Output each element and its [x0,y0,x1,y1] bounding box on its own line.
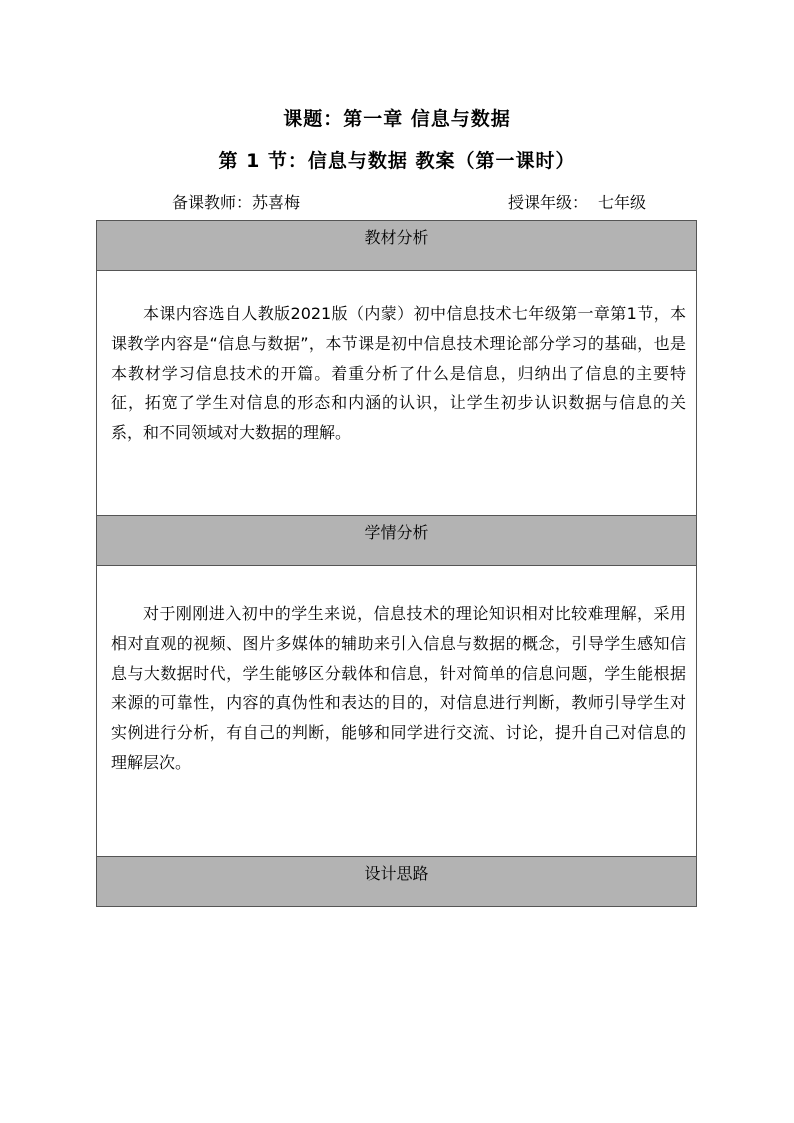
student-analysis-text: 对于刚刚进入初中的学生来说，信息技术的理论知识相对比较难理解，采用相对直观的视频、图片多媒体的辅助来引入信息与数据的概念，引导学生感知信息与大数据时代，学生能够区分载体和信息，针对简单的信息问题，学生能根据来源的可靠性，内容的真伪性和表达的目的，对信息进行判断，教师引导学生对实例进行分析，有自己的判断，能够和同学进行交流、讨论，提升自己对信息的理解层次。 [111,604,686,772]
lesson-title: 课题：第一章 信息与数据 [283,108,511,130]
section-heading-student-analysis: 学情分析 [97,516,697,566]
lesson-subtitle: 第 1 节：信息与数据 教案（第一课时） [218,150,576,172]
section-heading-design-idea: 设计思路 [97,857,697,907]
section-body-textbook-analysis [97,271,697,516]
section-heading-textbook-analysis: 教材分析 [97,221,697,271]
grade-label: 授课年级： [508,193,589,212]
textbook-analysis-text: 本课内容选自人教版2021版（内蒙）初中信息技术七年级第一章第1节，本课教学内容是“信息与数据”，本节课是初中信息技术理论部分学习的基础，也是本教材学习信息技术的开篇。着重分析了什么是信息，归纳出了信息的主要特征，拓宽了学生对信息的形态和内涵的认识，让学生初步认识数据与信息的关系，和不同领域对大数据的理解。 [111,304,686,443]
lesson-plan-table [96,220,697,907]
teacher-label: 备课教师：苏喜梅 [172,193,301,212]
grade-value: 七年级 [598,193,647,212]
section-body-student-analysis [97,566,697,857]
grade-info [508,190,646,213]
